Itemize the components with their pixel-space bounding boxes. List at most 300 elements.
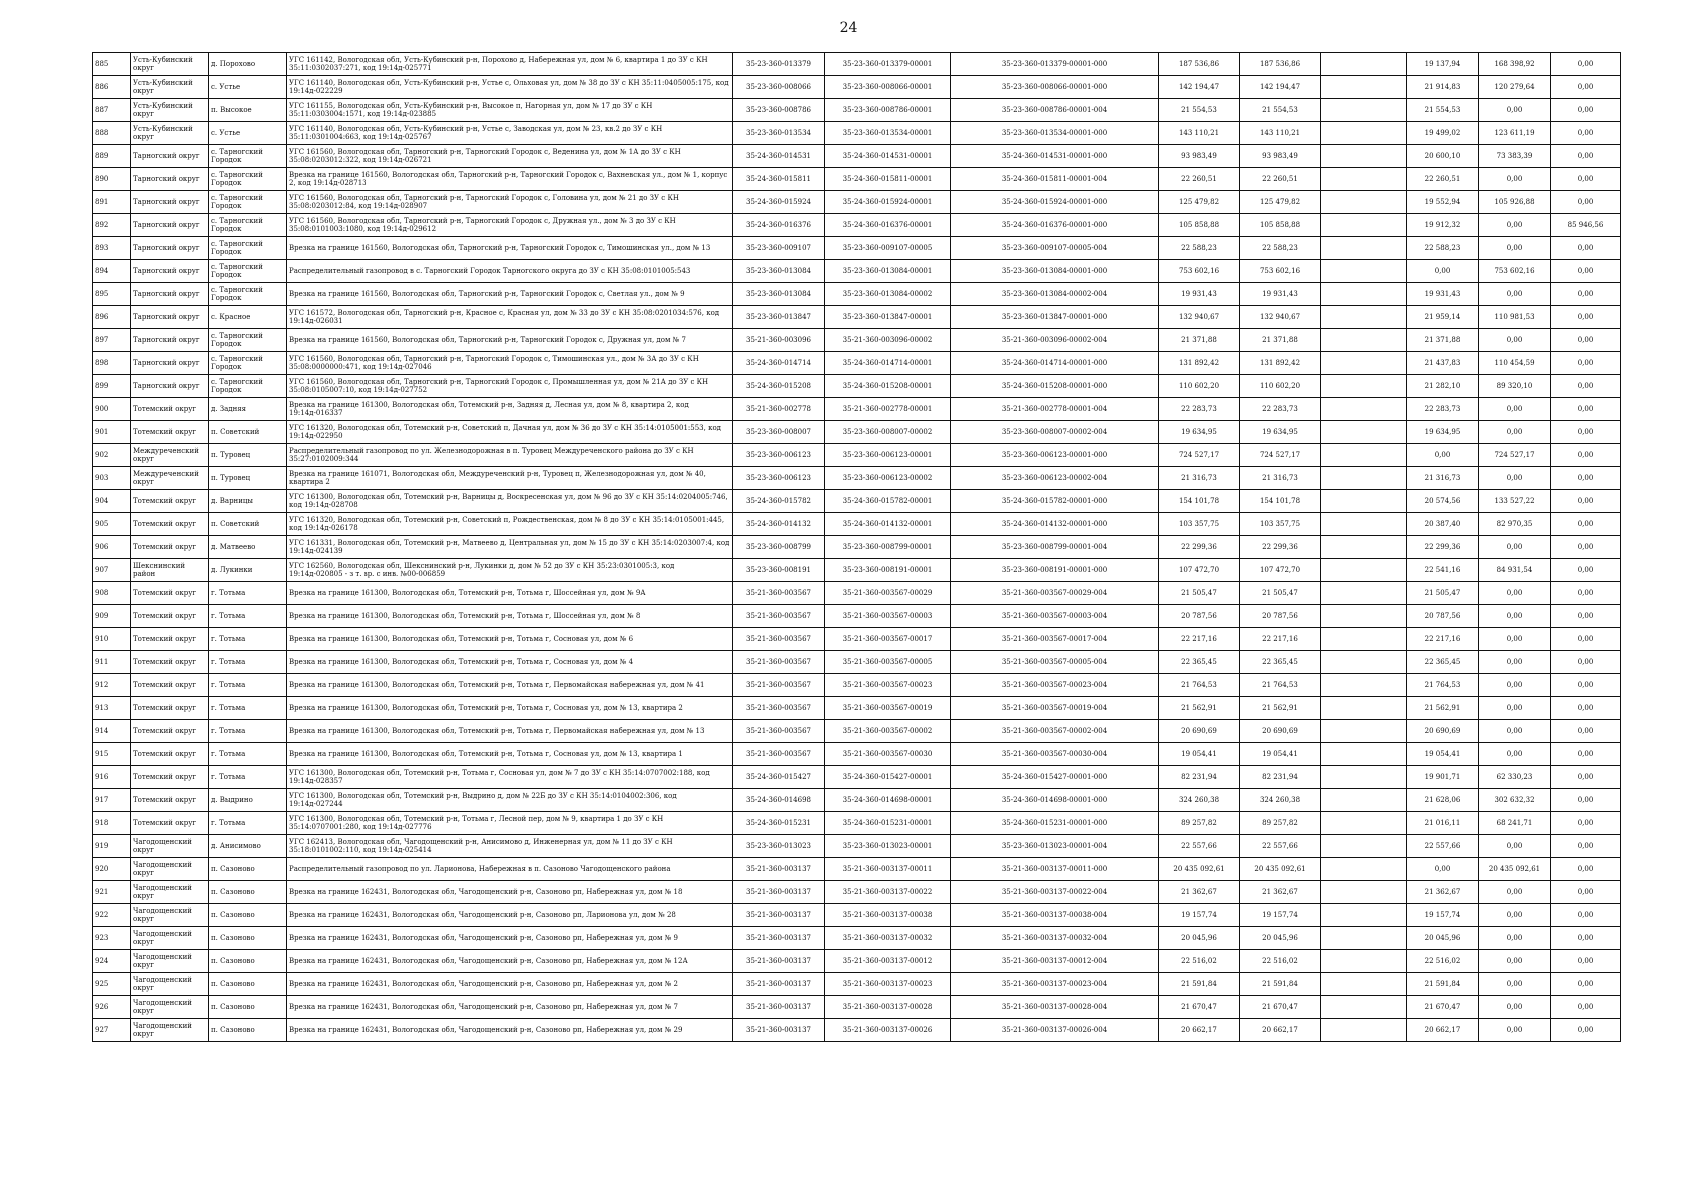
cell-object-description: Врезка на границе 161300, Вологодская обл, Тотемский р-н, Тотьма г, Первомайская набережная ул, дом № 13 <box>287 720 733 743</box>
cell-depreciation: 20 690,69 <box>1407 720 1479 743</box>
cell-book-value: 82 231,94 <box>1240 766 1321 789</box>
cell-object-description: Врезка на границе 161300, Вологодская обл, Тотемский р-н, Тотьма г, Сосновая ул, дом № 13, квартира 2 <box>287 697 733 720</box>
cell-inventory-code: 35-23-360-013084 <box>733 283 825 306</box>
cell-object-description: Врезка на границе 161300, Вологодская обл, Тотемский р-н, Тотьма г, Первомайская набережная ул, дом № 41 <box>287 674 733 697</box>
cell-settlement: с. Тарногский Городок <box>209 191 287 214</box>
cell-full-code: 35-24-360-016376-00001-000 <box>951 214 1159 237</box>
table-row <box>93 674 1621 697</box>
cell-row-number: 926 <box>93 996 131 1019</box>
table-row <box>93 743 1621 766</box>
cell-row-number: 908 <box>93 582 131 605</box>
cell-full-code: 35-23-360-013379-00001-000 <box>951 53 1159 76</box>
cell-other-value: 0,00 <box>1551 375 1621 398</box>
cell-book-value: 21 505,47 <box>1240 582 1321 605</box>
cell-empty-cell <box>1321 53 1407 76</box>
cell-object-description: Врезка на границе 161300, Вологодская обл, Тотемский р-н, Тотьма г, Сосновая ул, дом № 13, квартира 1 <box>287 743 733 766</box>
cell-inventory-code: 35-21-360-003567 <box>733 582 825 605</box>
cell-other-value: 0,00 <box>1551 76 1621 99</box>
cell-settlement: с. Тарногский Городок <box>209 329 287 352</box>
cell-inventory-code: 35-21-360-003567 <box>733 697 825 720</box>
cell-empty-cell <box>1321 697 1407 720</box>
cell-settlement: д. Лукинки <box>209 559 287 582</box>
cell-object-description: Распределительный газопровод в с. Тарногский Городок Тарногского округа до ЗУ с КН 35:08:0101005:543 <box>287 260 733 283</box>
cell-book-value: 324 260,38 <box>1240 789 1321 812</box>
cell-sub-code: 35-24-360-016376-00001 <box>825 214 951 237</box>
cell-other-value: 0,00 <box>1551 789 1621 812</box>
cell-other-value: 0,00 <box>1551 881 1621 904</box>
cell-sub-code: 35-23-360-009107-00005 <box>825 237 951 260</box>
cell-residual-value: 20 435 092,61 <box>1479 858 1551 881</box>
cell-book-value: 187 536,86 <box>1240 53 1321 76</box>
cell-sub-code: 35-21-360-003096-00002 <box>825 329 951 352</box>
cell-residual-value: 724 527,17 <box>1479 444 1551 467</box>
cell-inventory-code: 35-21-360-003567 <box>733 605 825 628</box>
cell-full-code: 35-21-360-003567-00003-004 <box>951 605 1159 628</box>
cell-other-value: 0,00 <box>1551 927 1621 950</box>
cell-residual-value: 0,00 <box>1479 996 1551 1019</box>
cell-depreciation: 22 516,02 <box>1407 950 1479 973</box>
cell-full-code: 35-21-360-003137-00038-004 <box>951 904 1159 927</box>
cell-object-description: УГС 161320, Вологодская обл, Тотемский р-н, Советский п, Дачная ул, дом № 36 до ЗУ с КН 35:14:0105001:553, код 19:14д-022950 <box>287 421 733 444</box>
cell-initial-cost: 125 479,82 <box>1159 191 1240 214</box>
cell-other-value: 0,00 <box>1551 605 1621 628</box>
cell-empty-cell <box>1321 858 1407 881</box>
cell-inventory-code: 35-23-360-006123 <box>733 467 825 490</box>
cell-book-value: 753 602,16 <box>1240 260 1321 283</box>
cell-settlement: п. Сазоново <box>209 881 287 904</box>
cell-book-value: 724 527,17 <box>1240 444 1321 467</box>
cell-other-value: 0,00 <box>1551 628 1621 651</box>
cell-other-value: 0,00 <box>1551 651 1621 674</box>
cell-sub-code: 35-21-360-003137-00038 <box>825 904 951 927</box>
cell-initial-cost: 22 299,36 <box>1159 536 1240 559</box>
cell-initial-cost: 22 588,23 <box>1159 237 1240 260</box>
cell-residual-value: 0,00 <box>1479 237 1551 260</box>
cell-sub-code: 35-24-360-015427-00001 <box>825 766 951 789</box>
cell-residual-value: 123 611,19 <box>1479 122 1551 145</box>
cell-inventory-code: 35-24-360-014698 <box>733 789 825 812</box>
table-row <box>93 812 1621 835</box>
cell-object-description: УГС 161560, Вологодская обл, Тарногский р-н, Тарногский Городок с, Веденина ул, дом № 1А до ЗУ с КН 35:08:0203012:322, код 19:14д-026721 <box>287 145 733 168</box>
cell-sub-code: 35-21-360-003567-00029 <box>825 582 951 605</box>
cell-district: Тотемский округ <box>131 513 209 536</box>
cell-full-code: 35-23-360-013084-00001-000 <box>951 260 1159 283</box>
table-row <box>93 145 1621 168</box>
cell-sub-code: 35-21-360-003567-00023 <box>825 674 951 697</box>
cell-row-number: 897 <box>93 329 131 352</box>
cell-district: Тарногский округ <box>131 260 209 283</box>
page-number: 24 <box>839 20 858 36</box>
cell-inventory-code: 35-24-360-016376 <box>733 214 825 237</box>
cell-initial-cost: 324 260,38 <box>1159 789 1240 812</box>
cell-row-number: 886 <box>93 76 131 99</box>
cell-depreciation: 21 591,84 <box>1407 973 1479 996</box>
cell-empty-cell <box>1321 789 1407 812</box>
cell-other-value: 0,00 <box>1551 421 1621 444</box>
cell-inventory-code: 35-23-360-008191 <box>733 559 825 582</box>
cell-empty-cell <box>1321 1019 1407 1042</box>
cell-book-value: 19 054,41 <box>1240 743 1321 766</box>
cell-settlement: г. Тотьма <box>209 743 287 766</box>
cell-initial-cost: 131 892,42 <box>1159 352 1240 375</box>
cell-empty-cell <box>1321 237 1407 260</box>
cell-sub-code: 35-23-360-006123-00002 <box>825 467 951 490</box>
cell-full-code: 35-23-360-009107-00005-004 <box>951 237 1159 260</box>
cell-depreciation: 21 505,47 <box>1407 582 1479 605</box>
cell-book-value: 22 557,66 <box>1240 835 1321 858</box>
cell-full-code: 35-23-360-008786-00001-004 <box>951 99 1159 122</box>
table-row <box>93 697 1621 720</box>
cell-row-number: 909 <box>93 605 131 628</box>
cell-full-code: 35-24-360-015811-00001-004 <box>951 168 1159 191</box>
cell-residual-value: 110 981,53 <box>1479 306 1551 329</box>
cell-residual-value: 0,00 <box>1479 927 1551 950</box>
cell-settlement: д. Матвеево <box>209 536 287 559</box>
cell-full-code: 35-23-360-008007-00002-004 <box>951 421 1159 444</box>
cell-initial-cost: 22 365,45 <box>1159 651 1240 674</box>
cell-inventory-code: 35-21-360-003137 <box>733 996 825 1019</box>
cell-object-description: Врезка на границе 162431, Вологодская обл, Чагодощенский р-н, Сазоново рп, Набережная ул, дом № 29 <box>287 1019 733 1042</box>
cell-district: Чагодощенский округ <box>131 1019 209 1042</box>
cell-other-value: 0,00 <box>1551 720 1621 743</box>
cell-initial-cost: 753 602,16 <box>1159 260 1240 283</box>
cell-full-code: 35-24-360-015427-00001-000 <box>951 766 1159 789</box>
table-row <box>93 559 1621 582</box>
cell-book-value: 21 764,53 <box>1240 674 1321 697</box>
table-body <box>93 53 1621 1042</box>
cell-other-value: 0,00 <box>1551 835 1621 858</box>
cell-empty-cell <box>1321 559 1407 582</box>
cell-book-value: 21 562,91 <box>1240 697 1321 720</box>
table-row <box>93 490 1621 513</box>
cell-settlement: г. Тотьма <box>209 628 287 651</box>
cell-initial-cost: 20 435 092,61 <box>1159 858 1240 881</box>
cell-initial-cost: 110 602,20 <box>1159 375 1240 398</box>
cell-other-value: 0,00 <box>1551 122 1621 145</box>
cell-sub-code: 35-21-360-003137-00023 <box>825 973 951 996</box>
cell-full-code: 35-23-360-013534-00001-000 <box>951 122 1159 145</box>
cell-other-value: 0,00 <box>1551 53 1621 76</box>
table-row <box>93 513 1621 536</box>
cell-residual-value: 0,00 <box>1479 582 1551 605</box>
cell-row-number: 924 <box>93 950 131 973</box>
cell-sub-code: 35-23-360-013084-00002 <box>825 283 951 306</box>
cell-initial-cost: 107 472,70 <box>1159 559 1240 582</box>
cell-residual-value: 0,00 <box>1479 99 1551 122</box>
cell-book-value: 105 858,88 <box>1240 214 1321 237</box>
cell-empty-cell <box>1321 881 1407 904</box>
cell-row-number: 915 <box>93 743 131 766</box>
table-row <box>93 99 1621 122</box>
cell-inventory-code: 35-21-360-003137 <box>733 904 825 927</box>
cell-empty-cell <box>1321 76 1407 99</box>
cell-inventory-code: 35-21-360-003096 <box>733 329 825 352</box>
table-row <box>93 237 1621 260</box>
cell-row-number: 889 <box>93 145 131 168</box>
table-row <box>93 651 1621 674</box>
cell-residual-value: 0,00 <box>1479 743 1551 766</box>
cell-book-value: 20 045,96 <box>1240 927 1321 950</box>
cell-depreciation: 22 299,36 <box>1407 536 1479 559</box>
cell-sub-code: 35-24-360-015924-00001 <box>825 191 951 214</box>
table-row <box>93 329 1621 352</box>
cell-empty-cell <box>1321 260 1407 283</box>
cell-other-value: 0,00 <box>1551 697 1621 720</box>
cell-full-code: 35-23-360-013084-00002-004 <box>951 283 1159 306</box>
cell-residual-value: 133 527,22 <box>1479 490 1551 513</box>
cell-district: Тарногский округ <box>131 283 209 306</box>
cell-settlement: п. Туровец <box>209 444 287 467</box>
cell-object-description: УГС 161560, Вологодская обл, Тарногский р-н, Тарногский Городок с, Дружная ул., дом № 3 до ЗУ с КН 35:08:0101003:1080, код 19:14д-029612 <box>287 214 733 237</box>
cell-row-number: 925 <box>93 973 131 996</box>
cell-residual-value: 0,00 <box>1479 881 1551 904</box>
cell-book-value: 22 516,02 <box>1240 950 1321 973</box>
cell-depreciation: 0,00 <box>1407 858 1479 881</box>
cell-full-code: 35-24-360-014132-00001-000 <box>951 513 1159 536</box>
cell-row-number: 922 <box>93 904 131 927</box>
cell-residual-value: 0,00 <box>1479 214 1551 237</box>
cell-residual-value: 0,00 <box>1479 329 1551 352</box>
cell-object-description: Врезка на границе 161560, Вологодская обл, Тарногский р-н, Тарногский Городок с, Вахневская ул., дом № 1, корпус 2, код 19:14д-028713 <box>287 168 733 191</box>
cell-row-number: 894 <box>93 260 131 283</box>
cell-inventory-code: 35-24-360-014531 <box>733 145 825 168</box>
cell-inventory-code: 35-24-360-015782 <box>733 490 825 513</box>
table-row <box>93 1019 1621 1042</box>
cell-row-number: 892 <box>93 214 131 237</box>
cell-initial-cost: 154 101,78 <box>1159 490 1240 513</box>
cell-sub-code: 35-21-360-003137-00026 <box>825 1019 951 1042</box>
cell-empty-cell <box>1321 743 1407 766</box>
cell-book-value: 19 931,43 <box>1240 283 1321 306</box>
cell-residual-value: 0,00 <box>1479 950 1551 973</box>
cell-initial-cost: 20 787,56 <box>1159 605 1240 628</box>
cell-depreciation: 21 016,11 <box>1407 812 1479 835</box>
cell-empty-cell <box>1321 605 1407 628</box>
cell-full-code: 35-21-360-003567-00019-004 <box>951 697 1159 720</box>
cell-residual-value: 62 330,23 <box>1479 766 1551 789</box>
cell-empty-cell <box>1321 214 1407 237</box>
cell-residual-value: 0,00 <box>1479 697 1551 720</box>
cell-district: Тотемский округ <box>131 789 209 812</box>
cell-district: Тотемский округ <box>131 720 209 743</box>
cell-empty-cell <box>1321 996 1407 1019</box>
cell-sub-code: 35-23-360-008799-00001 <box>825 536 951 559</box>
cell-full-code: 35-23-360-013847-00001-000 <box>951 306 1159 329</box>
cell-empty-cell <box>1321 283 1407 306</box>
cell-empty-cell <box>1321 306 1407 329</box>
cell-row-number: 905 <box>93 513 131 536</box>
cell-other-value: 0,00 <box>1551 168 1621 191</box>
cell-object-description: УГС 161155, Вологодская обл, Усть-Кубинский р-н, Высокое п, Нагорная ул, дом № 17 до ЗУ с КН 35:11:0303004:1571, код 19:14д-023885 <box>287 99 733 122</box>
table-row <box>93 789 1621 812</box>
table-row <box>93 53 1621 76</box>
cell-depreciation: 21 362,67 <box>1407 881 1479 904</box>
cell-full-code: 35-21-360-003567-00017-004 <box>951 628 1159 651</box>
cell-settlement: г. Тотьма <box>209 582 287 605</box>
cell-object-description: Врезка на границе 162431, Вологодская обл, Чагодощенский р-н, Сазоново рп, Набережная ул, дом № 9 <box>287 927 733 950</box>
cell-settlement: п. Высокое <box>209 99 287 122</box>
cell-settlement: с. Тарногский Городок <box>209 145 287 168</box>
cell-book-value: 19 157,74 <box>1240 904 1321 927</box>
cell-sub-code: 35-24-360-014714-00001 <box>825 352 951 375</box>
cell-settlement: с. Тарногский Городок <box>209 375 287 398</box>
cell-inventory-code: 35-21-360-003137 <box>733 950 825 973</box>
table-row <box>93 582 1621 605</box>
cell-empty-cell <box>1321 444 1407 467</box>
cell-object-description: Врезка на границе 161300, Вологодская обл, Тотемский р-н, Задняя д, Лесная ул, дом № 8, квартира 2, код 19:14д-016337 <box>287 398 733 421</box>
cell-district: Тотемский округ <box>131 605 209 628</box>
cell-initial-cost: 187 536,86 <box>1159 53 1240 76</box>
cell-empty-cell <box>1321 582 1407 605</box>
cell-district: Чагодощенский округ <box>131 927 209 950</box>
cell-initial-cost: 19 931,43 <box>1159 283 1240 306</box>
table-row <box>93 835 1621 858</box>
cell-book-value: 110 602,20 <box>1240 375 1321 398</box>
cell-inventory-code: 35-23-360-008786 <box>733 99 825 122</box>
cell-inventory-code: 35-23-360-008799 <box>733 536 825 559</box>
cell-depreciation: 21 628,06 <box>1407 789 1479 812</box>
cell-object-description: УГС 161300, Вологодская обл, Тотемский р-н, Выдрино д, дом № 22Б до ЗУ с КН 35:14:0104002:306, код 19:14д-027244 <box>287 789 733 812</box>
cell-district: Тотемский округ <box>131 398 209 421</box>
cell-sub-code: 35-23-360-008191-00001 <box>825 559 951 582</box>
cell-depreciation: 22 588,23 <box>1407 237 1479 260</box>
cell-depreciation: 19 552,94 <box>1407 191 1479 214</box>
cell-inventory-code: 35-23-360-013023 <box>733 835 825 858</box>
cell-residual-value: 168 398,92 <box>1479 53 1551 76</box>
cell-residual-value: 753 602,16 <box>1479 260 1551 283</box>
cell-initial-cost: 20 045,96 <box>1159 927 1240 950</box>
table-row <box>93 536 1621 559</box>
cell-inventory-code: 35-24-360-015208 <box>733 375 825 398</box>
cell-full-code: 35-23-360-008066-00001-000 <box>951 76 1159 99</box>
cell-other-value: 0,00 <box>1551 559 1621 582</box>
cell-object-description: УГС 161320, Вологодская обл, Тотемский р-н, Советский п, Рождественская, дом № 8 до ЗУ с КН 35:14:0105001:445, код 19:14д-026178 <box>287 513 733 536</box>
cell-initial-cost: 22 557,66 <box>1159 835 1240 858</box>
cell-initial-cost: 22 283,73 <box>1159 398 1240 421</box>
table-row <box>93 283 1621 306</box>
table-row <box>93 306 1621 329</box>
cell-district: Тарногский округ <box>131 352 209 375</box>
cell-row-number: 890 <box>93 168 131 191</box>
cell-empty-cell <box>1321 122 1407 145</box>
cell-empty-cell <box>1321 375 1407 398</box>
cell-initial-cost: 21 591,84 <box>1159 973 1240 996</box>
table-row <box>93 444 1621 467</box>
cell-district: Чагодощенский округ <box>131 835 209 858</box>
cell-row-number: 912 <box>93 674 131 697</box>
cell-empty-cell <box>1321 191 1407 214</box>
cell-depreciation: 20 574,56 <box>1407 490 1479 513</box>
cell-other-value: 0,00 <box>1551 812 1621 835</box>
cell-sub-code: 35-24-360-014531-00001 <box>825 145 951 168</box>
cell-book-value: 20 662,17 <box>1240 1019 1321 1042</box>
table-row <box>93 996 1621 1019</box>
cell-book-value: 21 362,67 <box>1240 881 1321 904</box>
cell-district: Тотемский округ <box>131 697 209 720</box>
cell-row-number: 927 <box>93 1019 131 1042</box>
table-row <box>93 122 1621 145</box>
cell-depreciation: 19 901,71 <box>1407 766 1479 789</box>
cell-full-code: 35-23-360-006123-00001-000 <box>951 444 1159 467</box>
cell-other-value: 0,00 <box>1551 996 1621 1019</box>
cell-residual-value: 0,00 <box>1479 973 1551 996</box>
cell-district: Междуреченский округ <box>131 467 209 490</box>
cell-other-value: 0,00 <box>1551 766 1621 789</box>
cell-residual-value: 120 279,64 <box>1479 76 1551 99</box>
cell-object-description: Врезка на границе 162431, Вологодская обл, Чагодощенский р-н, Сазоново рп, Набережная ул, дом № 7 <box>287 996 733 1019</box>
cell-district: Тарногский округ <box>131 214 209 237</box>
table-row <box>93 260 1621 283</box>
cell-settlement: г. Тотьма <box>209 697 287 720</box>
cell-sub-code: 35-21-360-003567-00002 <box>825 720 951 743</box>
cell-settlement: п. Сазоново <box>209 904 287 927</box>
cell-object-description: УГС 161140, Вологодская обл, Усть-Кубинский р-н, Устье с, Ольховая ул, дом № 38 до ЗУ с КН 35:11:0405005:175, код 19:14д-022229 <box>287 76 733 99</box>
cell-depreciation: 0,00 <box>1407 444 1479 467</box>
cell-district: Чагодощенский округ <box>131 881 209 904</box>
cell-district: Чагодощенский округ <box>131 904 209 927</box>
cell-district: Тотемский округ <box>131 766 209 789</box>
cell-other-value: 0,00 <box>1551 191 1621 214</box>
cell-residual-value: 84 931,54 <box>1479 559 1551 582</box>
cell-book-value: 20 435 092,61 <box>1240 858 1321 881</box>
cell-residual-value: 0,00 <box>1479 720 1551 743</box>
cell-residual-value: 0,00 <box>1479 283 1551 306</box>
cell-book-value: 143 110,21 <box>1240 122 1321 145</box>
cell-empty-cell <box>1321 720 1407 743</box>
cell-book-value: 125 479,82 <box>1240 191 1321 214</box>
cell-object-description: Врезка на границе 161300, Вологодская обл, Тотемский р-н, Тотьма г, Сосновая ул, дом № 6 <box>287 628 733 651</box>
cell-other-value: 0,00 <box>1551 444 1621 467</box>
cell-inventory-code: 35-21-360-002778 <box>733 398 825 421</box>
cell-row-number: 896 <box>93 306 131 329</box>
table-row <box>93 398 1621 421</box>
cell-object-description: Врезка на границе 161560, Вологодская обл, Тарногский р-н, Тарногский Городок с, Тимошинская ул., дом № 13 <box>287 237 733 260</box>
cell-sub-code: 35-23-360-013084-00001 <box>825 260 951 283</box>
cell-settlement: п. Советский <box>209 421 287 444</box>
cell-settlement: п. Советский <box>209 513 287 536</box>
cell-depreciation: 21 914,83 <box>1407 76 1479 99</box>
cell-full-code: 35-23-360-008799-00001-004 <box>951 536 1159 559</box>
cell-book-value: 103 357,75 <box>1240 513 1321 536</box>
cell-depreciation: 21 562,91 <box>1407 697 1479 720</box>
cell-initial-cost: 21 554,53 <box>1159 99 1240 122</box>
cell-empty-cell <box>1321 835 1407 858</box>
cell-row-number: 903 <box>93 467 131 490</box>
cell-book-value: 93 983,49 <box>1240 145 1321 168</box>
cell-sub-code: 35-21-360-003137-00032 <box>825 927 951 950</box>
table-row <box>93 76 1621 99</box>
cell-depreciation: 22 260,51 <box>1407 168 1479 191</box>
cell-residual-value: 0,00 <box>1479 835 1551 858</box>
cell-settlement: с. Тарногский Городок <box>209 168 287 191</box>
cell-row-number: 885 <box>93 53 131 76</box>
cell-inventory-code: 35-21-360-003137 <box>733 881 825 904</box>
cell-object-description: УГС 162560, Вологодская обл, Шекснинский р-н, Лукинки д, дом № 52 до ЗУ с КН 35:23:0301005:3, код 19:14д-020805 - з т. вр. с инв. №00-006859 <box>287 559 733 582</box>
cell-sub-code: 35-24-360-014132-00001 <box>825 513 951 536</box>
cell-sub-code: 35-24-360-014698-00001 <box>825 789 951 812</box>
cell-settlement: д. Варницы <box>209 490 287 513</box>
cell-settlement: с. Тарногский Городок <box>209 283 287 306</box>
cell-settlement: г. Тотьма <box>209 605 287 628</box>
cell-book-value: 22 283,73 <box>1240 398 1321 421</box>
cell-depreciation: 20 387,40 <box>1407 513 1479 536</box>
cell-district: Усть-Кубинский округ <box>131 99 209 122</box>
cell-other-value: 0,00 <box>1551 950 1621 973</box>
cell-other-value: 85 946,56 <box>1551 214 1621 237</box>
cell-settlement: с. Устье <box>209 122 287 145</box>
cell-full-code: 35-21-360-003567-00029-004 <box>951 582 1159 605</box>
cell-depreciation: 21 316,73 <box>1407 467 1479 490</box>
